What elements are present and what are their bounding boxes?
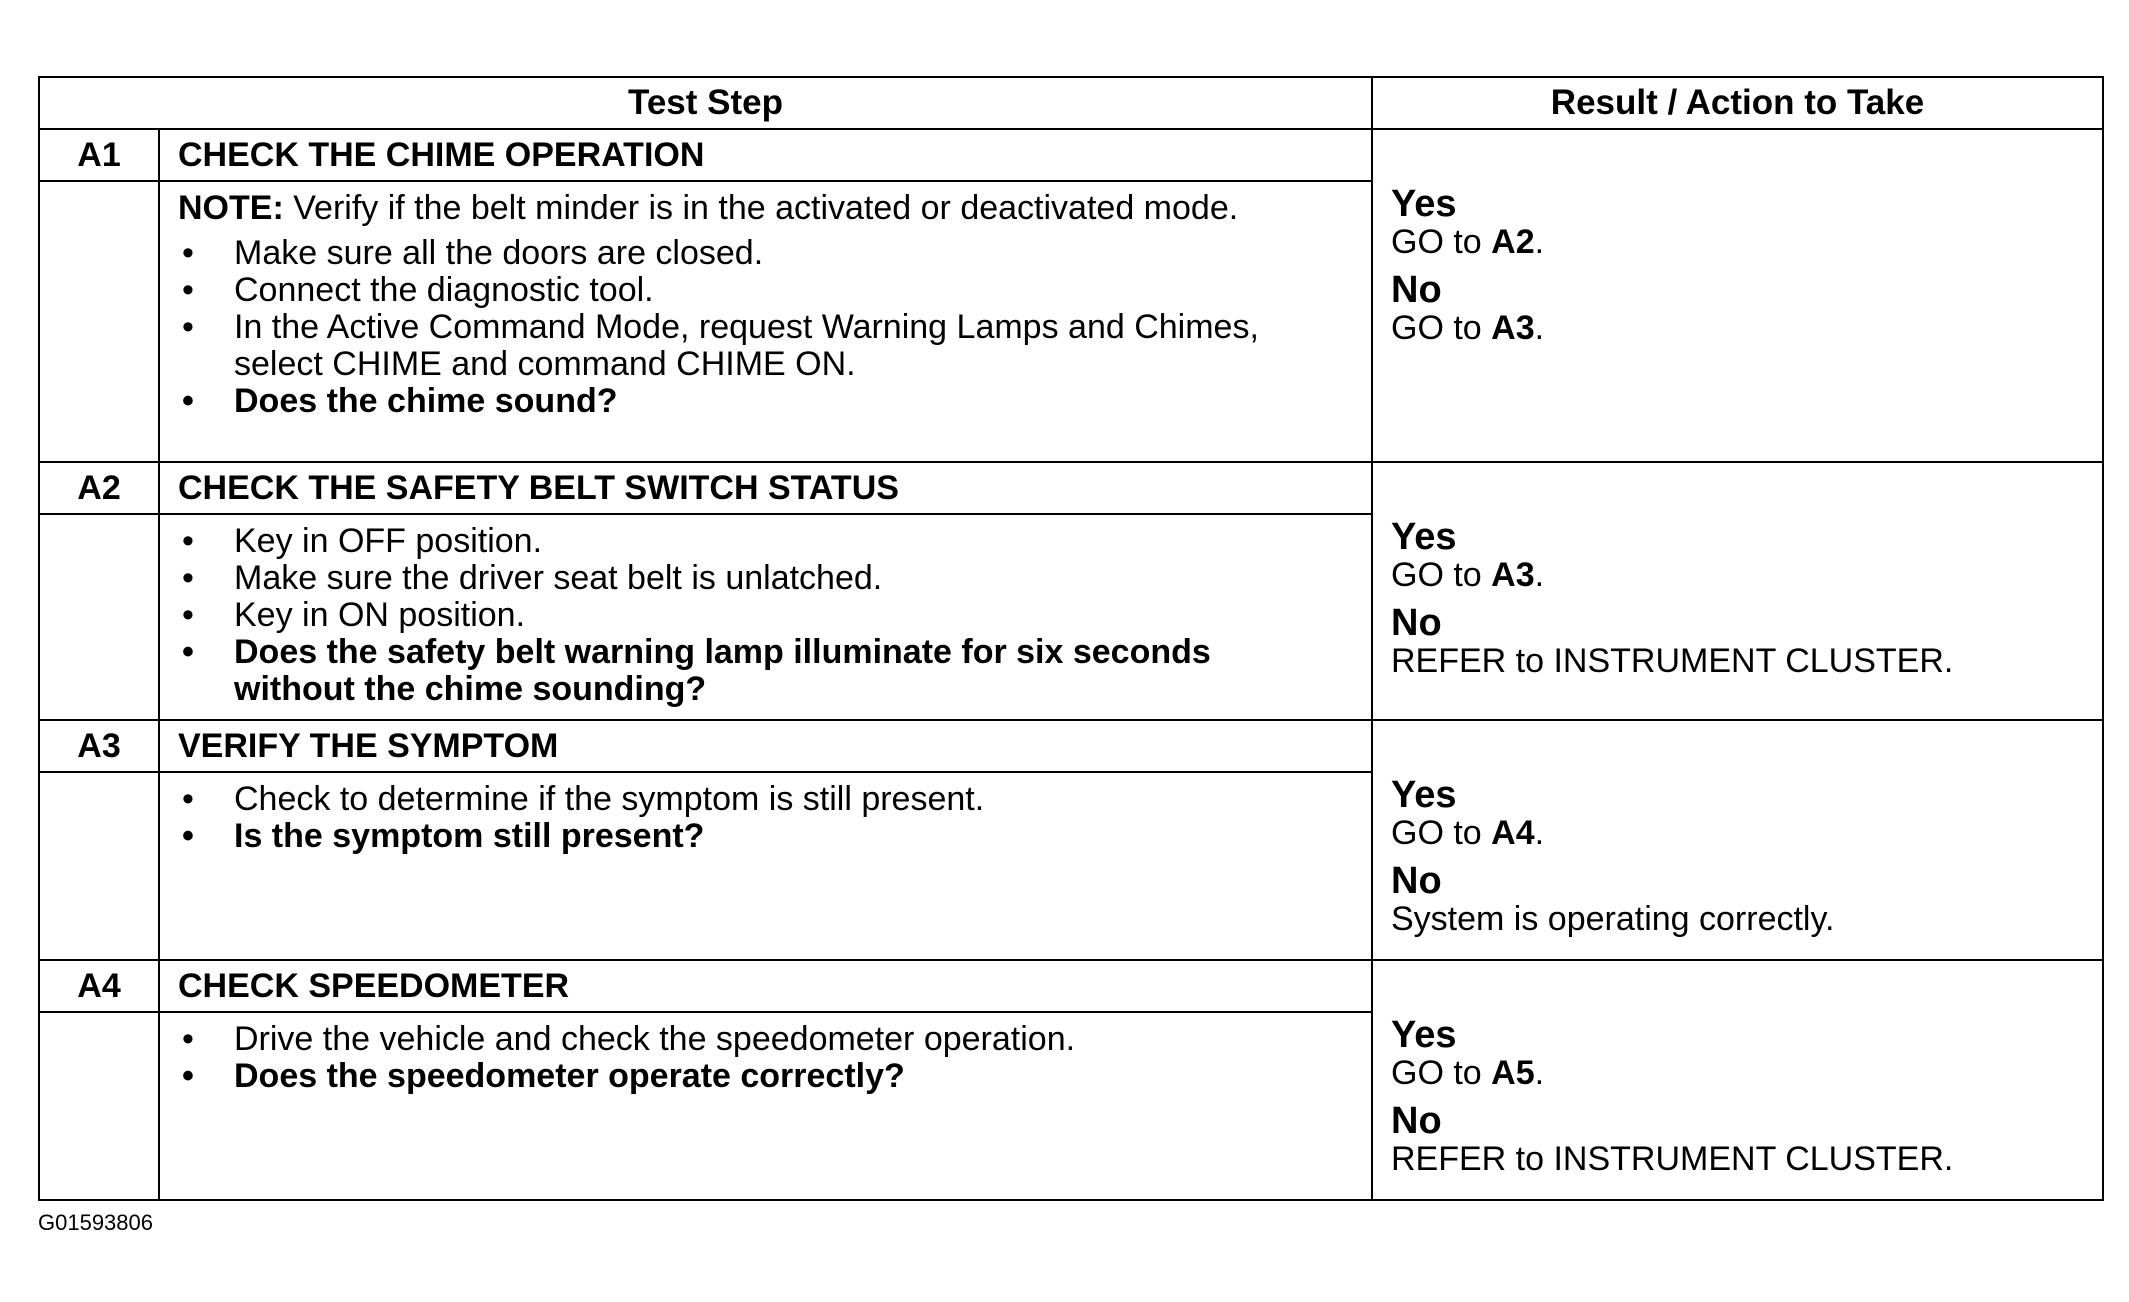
test-step-table xyxy=(38,76,2104,1201)
list-item: • Drive the vehicle and check the speedometer operation. xyxy=(178,1021,1311,1058)
step-question: • Does the chime sound? xyxy=(178,383,1311,420)
step-a4-result xyxy=(1372,960,2103,1200)
step-id: A3 xyxy=(39,720,159,772)
step-title: CHECK THE CHIME OPERATION xyxy=(159,129,1372,181)
step-question: • Is the symptom still present? xyxy=(178,818,1311,855)
step-a4-body xyxy=(159,1012,1372,1200)
step-id: A4 xyxy=(39,960,159,1012)
step-title: VERIFY THE SYMPTOM xyxy=(159,720,1372,772)
no-action: System is operating correctly. xyxy=(1391,900,1835,938)
header-test-step: Test Step xyxy=(39,77,1372,129)
no-label: No xyxy=(1391,1100,1442,1142)
step-id: A1 xyxy=(39,129,159,181)
step-id: A2 xyxy=(39,462,159,514)
yes-action: GO to A4. xyxy=(1391,814,1545,852)
yes-label: Yes xyxy=(1391,1014,1457,1056)
step-a2-body xyxy=(159,514,1372,720)
yes-action: GO to A2. xyxy=(1391,223,1545,261)
step-bullets xyxy=(178,1021,1311,1095)
list-item: • In the Active Command Mode, request Warning Lamps and Chimes, select CHIME and command CHIME ON. xyxy=(178,309,1311,383)
yes-label: Yes xyxy=(1391,774,1457,816)
no-action: GO to A3. xyxy=(1391,309,1545,347)
list-item: • Make sure the driver seat belt is unlatched. xyxy=(178,560,1311,597)
list-item: • Key in OFF position. xyxy=(178,523,1311,560)
yes-label: Yes xyxy=(1391,183,1457,225)
step-a1-body xyxy=(159,181,1372,462)
table-header-row xyxy=(39,77,2103,129)
list-item: • Connect the diagnostic tool. xyxy=(178,272,1311,309)
step-a2-result xyxy=(1372,462,2103,720)
no-label: No xyxy=(1391,269,1442,311)
step-bullets xyxy=(178,235,1311,420)
yes-label: Yes xyxy=(1391,516,1457,558)
no-action: REFER to INSTRUMENT CLUSTER. xyxy=(1391,642,1954,680)
list-item: • Check to determine if the symptom is still present. xyxy=(178,781,1311,818)
header-result: Result / Action to Take xyxy=(1372,77,2103,129)
no-label: No xyxy=(1391,602,1442,644)
step-bullets xyxy=(178,781,1311,855)
step-bullets xyxy=(178,523,1311,708)
figure-id: G01593806 xyxy=(38,1210,153,1235)
list-item: • Make sure all the doors are closed. xyxy=(178,235,1311,272)
step-question: • Does the speedometer operate correctly? xyxy=(178,1058,1311,1095)
step-title: CHECK THE SAFETY BELT SWITCH STATUS xyxy=(159,462,1372,514)
step-a3-body xyxy=(159,772,1372,960)
step-a3-title-row xyxy=(39,720,2103,772)
step-title: CHECK SPEEDOMETER xyxy=(159,960,1372,1012)
list-item: • Key in ON position. xyxy=(178,597,1311,634)
step-note: NOTE: Verify if the belt minder is in the activated or deactivated mode. xyxy=(178,189,1239,227)
step-a1-title-row xyxy=(39,129,2103,181)
yes-action: GO to A3. xyxy=(1391,556,1545,594)
step-a2-title-row xyxy=(39,462,2103,514)
step-a1-result xyxy=(1372,129,2103,462)
no-action: REFER to INSTRUMENT CLUSTER. xyxy=(1391,1140,1954,1178)
yes-action: GO to A5. xyxy=(1391,1054,1545,1092)
step-question: • Does the safety belt warning lamp illuminate for six seconds without the chime sounding? xyxy=(178,634,1311,708)
step-a4-title-row xyxy=(39,960,2103,1012)
no-label: No xyxy=(1391,860,1442,902)
step-a3-result xyxy=(1372,720,2103,960)
